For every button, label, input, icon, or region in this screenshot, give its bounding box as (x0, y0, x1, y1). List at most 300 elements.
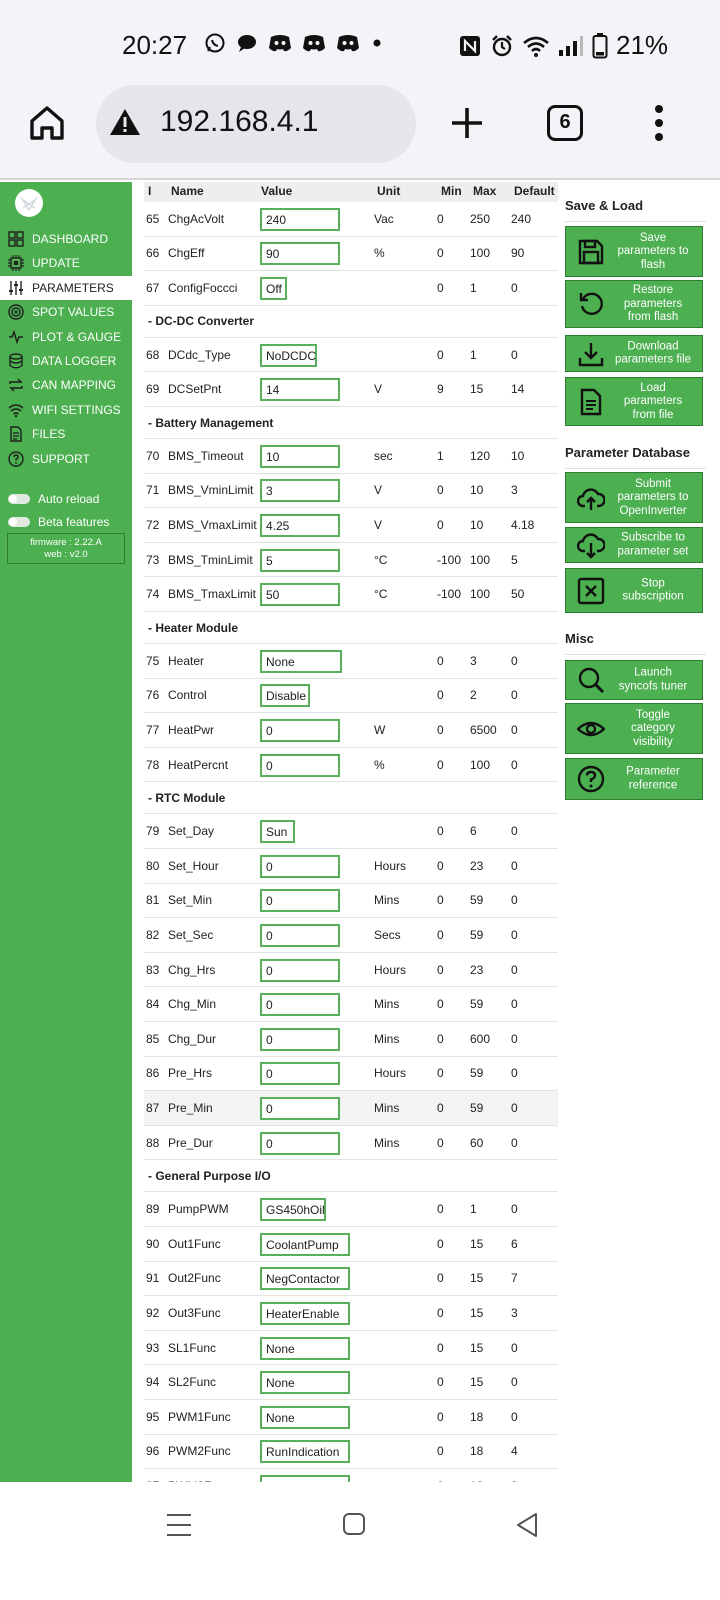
home-button-icon[interactable] (342, 1512, 366, 1536)
param-max: 6 (470, 824, 477, 839)
signal-icon (558, 35, 584, 57)
param-max: 100 (470, 587, 491, 602)
param-unit: Secs (374, 927, 401, 942)
param-name: Control (168, 688, 207, 703)
param-max: 10 (470, 483, 484, 498)
sidebar-item-dashboard[interactable] (0, 227, 132, 251)
table-row (144, 1227, 558, 1262)
param-default: 0 (511, 1409, 518, 1424)
toggle-switch[interactable] (8, 517, 30, 527)
sidebar-item-spot-values[interactable] (0, 300, 132, 324)
param-unit: Vac (374, 211, 394, 226)
param-unit: Mins (374, 1135, 400, 1150)
param-index: 80 (146, 858, 160, 873)
param-max: 120 (470, 448, 491, 463)
system-icons (458, 30, 668, 61)
param-name: Set_Min (168, 893, 213, 908)
param-value-input[interactable]: HeaterEnable (260, 1302, 350, 1325)
param-min: -100 (437, 552, 462, 567)
chip-icon (8, 255, 24, 271)
logo-icon (14, 188, 44, 218)
table-row (144, 372, 558, 407)
param-min: 0 (437, 1236, 444, 1251)
param-unit: Hours (374, 962, 407, 977)
auto-reload-toggle[interactable] (8, 492, 99, 506)
col-max: Max (473, 184, 497, 198)
beta-features-toggle[interactable] (8, 515, 109, 529)
param-default: 50 (511, 587, 525, 602)
sidebar-item-label: PARAMETERS (32, 281, 114, 295)
param-value-input[interactable]: 0 (260, 889, 340, 912)
whatsapp-icon (204, 32, 226, 54)
param-index: 89 (146, 1202, 160, 1217)
param-min: 0 (437, 1444, 444, 1459)
sidebar-item-label: PLOT & GAUGE (32, 330, 122, 344)
param-max: 15 (470, 1375, 484, 1390)
param-value-input[interactable]: 5 (260, 549, 340, 572)
param-value-input[interactable]: 50 (260, 583, 340, 606)
param-name: ChgAcVolt (168, 211, 225, 226)
param-value-input[interactable]: Disable (260, 684, 310, 707)
param-default: 6 (511, 1236, 518, 1251)
param-value-input[interactable]: 0 (260, 1062, 340, 1085)
sidebar-item-plot-gauge[interactable] (0, 325, 132, 349)
param-min: 0 (437, 722, 444, 737)
param-default: 0 (511, 757, 518, 772)
param-max: 3 (470, 653, 477, 668)
param-index: 95 (146, 1409, 160, 1424)
param-index: 67 (146, 280, 160, 295)
param-unit: °C (374, 587, 388, 602)
param-max: 1 (470, 1202, 477, 1217)
button-label: Stop subscription (622, 577, 684, 603)
param-unit: Mins (374, 1031, 400, 1046)
category-label: - RTC Module (148, 790, 226, 805)
param-value-input[interactable]: 0 (260, 754, 340, 777)
param-value-input[interactable]: Sun (260, 820, 295, 843)
param-name: PWM2Func (168, 1444, 231, 1459)
param-value-input[interactable]: None (260, 1406, 350, 1429)
recents-icon[interactable] (166, 1512, 192, 1538)
param-min: 0 (437, 1409, 444, 1424)
table-row (144, 644, 558, 679)
param-max: 100 (470, 552, 491, 567)
sidebar-item-label: FILES (32, 427, 66, 441)
status-bar (0, 0, 720, 88)
download-parameters-file-button[interactable] (565, 335, 703, 372)
category-label: - DC-DC Converter (148, 314, 255, 329)
table-row (144, 1192, 558, 1227)
param-min: 0 (437, 858, 444, 873)
panel-section-title: Misc (565, 631, 706, 655)
table-row (144, 237, 558, 272)
param-index: 93 (146, 1340, 160, 1355)
target-icon (8, 304, 24, 320)
param-value-input[interactable]: 14 (260, 378, 340, 401)
plus-icon[interactable] (450, 106, 484, 140)
database-icon (8, 353, 24, 369)
table-row (144, 202, 558, 237)
param-name: Set_Hour (168, 858, 219, 873)
param-value-input[interactable]: 90 (260, 242, 340, 265)
subscribe-to-parameter-set-button[interactable] (565, 527, 703, 563)
param-default: 4.18 (511, 517, 535, 532)
param-name: Pre_Hrs (168, 1066, 213, 1081)
toggle-switch[interactable] (8, 494, 30, 504)
param-min: 0 (437, 757, 444, 772)
param-value-input[interactable]: 10 (260, 445, 340, 468)
col-name: Name (171, 184, 204, 198)
category-header (144, 1160, 558, 1192)
param-default: 0 (511, 858, 518, 873)
param-index: 91 (146, 1271, 160, 1286)
param-index: 65 (146, 211, 160, 226)
param-default: 0 (511, 347, 518, 362)
web-version: web : v2.0 (44, 549, 88, 560)
dot-icon (370, 36, 384, 50)
param-name: Chg_Dur (168, 1031, 217, 1046)
col-value: Value (261, 184, 293, 198)
param-name: BMS_VminLimit (168, 483, 254, 498)
chat-icon (236, 32, 258, 54)
table-row (144, 1435, 558, 1470)
param-min: 0 (437, 517, 444, 532)
param-unit: °C (374, 552, 388, 567)
param-name: BMS_VmaxLimit (168, 517, 257, 532)
param-value-input[interactable]: Off (260, 277, 287, 300)
discord-icon (336, 33, 360, 53)
button-label: Load parameters from file (623, 381, 683, 421)
param-index: 77 (146, 722, 160, 737)
param-value-input[interactable]: 0 (260, 1097, 340, 1120)
param-value-input[interactable]: 0 (260, 719, 340, 742)
param-min: 0 (437, 824, 444, 839)
parameter-table (144, 182, 558, 1512)
sidebar-item-parameters[interactable] (0, 276, 132, 300)
param-name: HeatPwr (168, 722, 215, 737)
param-name: ChgEff (168, 246, 205, 261)
param-name: DCdc_Type (168, 347, 231, 362)
param-name: Out1Func (168, 1236, 221, 1251)
param-min: 0 (437, 347, 444, 362)
param-index: 76 (146, 688, 160, 703)
param-min: 0 (437, 927, 444, 942)
param-min: 1 (437, 448, 444, 463)
eye-icon (577, 715, 605, 743)
param-default: 0 (511, 1340, 518, 1355)
table-row (144, 508, 558, 543)
param-name: Pre_Dur (168, 1135, 213, 1150)
param-min: 0 (437, 997, 444, 1012)
battery-icon (592, 33, 608, 59)
param-unit: Mins (374, 893, 400, 908)
param-index: 78 (146, 757, 160, 772)
load-parameters-from-file-button[interactable] (565, 377, 703, 426)
sidebar-item-update[interactable] (0, 251, 132, 275)
param-max: 18 (470, 1444, 484, 1459)
battery-percentage: 21% (616, 30, 669, 60)
repeat-icon (8, 377, 24, 393)
param-max: 15 (470, 1305, 484, 1320)
help-icon (8, 451, 24, 467)
param-index: 84 (146, 997, 160, 1012)
param-default: 0 (511, 280, 518, 295)
nfc-icon (458, 34, 482, 58)
param-unit: V (374, 517, 383, 532)
sidebar-item-label: CAN MAPPING (32, 378, 117, 392)
button-label: Launch syncofs tuner (618, 666, 688, 692)
param-value-input[interactable]: None (260, 1337, 350, 1360)
cloud-upload-icon (577, 484, 605, 512)
param-min: 0 (437, 1202, 444, 1217)
param-default: 3 (511, 483, 518, 498)
param-value-input[interactable]: 0 (260, 959, 340, 982)
param-min: 0 (437, 1031, 444, 1046)
tabs-icon[interactable] (547, 105, 583, 141)
restore-parameters-from-flash-button[interactable] (565, 280, 703, 328)
param-value-input[interactable]: 0 (260, 855, 340, 878)
param-name: ConfigFoccci (168, 280, 238, 295)
table-row (144, 1126, 558, 1161)
file-load-icon (577, 388, 605, 416)
parameter-reference-button[interactable] (565, 758, 703, 800)
sidebar-item-label: WIFI SETTINGS (32, 403, 121, 417)
param-max: 100 (470, 757, 491, 772)
panel-section-title: Save & Load (565, 198, 706, 222)
discord-icon (302, 33, 326, 53)
param-name: PumpPWM (168, 1202, 229, 1217)
col-default: Default (514, 184, 555, 198)
table-row (144, 1057, 558, 1092)
save-parameters-to-flash-button[interactable] (565, 226, 703, 277)
param-min: 0 (437, 1066, 444, 1081)
param-default: 3 (511, 1305, 518, 1320)
param-min: 0 (437, 1271, 444, 1286)
param-unit: Mins (374, 997, 400, 1012)
param-name: Chg_Min (168, 997, 217, 1012)
table-row (144, 918, 558, 953)
sidebar-item-support[interactable] (0, 447, 132, 471)
pulse-icon (8, 329, 24, 345)
param-value-input[interactable]: 240 (260, 208, 340, 231)
param-index: 79 (146, 824, 160, 839)
button-label: Parameter reference (626, 765, 680, 791)
home-icon[interactable] (28, 104, 66, 142)
restore-icon (577, 290, 605, 318)
param-index: 92 (146, 1305, 160, 1320)
sidebar-item-can-mapping[interactable] (0, 373, 132, 397)
submit-parameters-to-openinverter-button[interactable] (565, 472, 703, 523)
param-max: 1 (470, 347, 477, 362)
param-min: 0 (437, 483, 444, 498)
param-index: 66 (146, 246, 160, 261)
param-min: 9 (437, 382, 444, 397)
param-default: 0 (511, 722, 518, 737)
param-min: 0 (437, 1305, 444, 1320)
param-value-input[interactable]: 0 (260, 924, 340, 947)
param-max: 23 (470, 858, 484, 873)
sidebar-item-wifi-settings[interactable] (0, 398, 132, 422)
param-default: 5 (511, 552, 518, 567)
param-index: 90 (146, 1236, 160, 1251)
category-header (144, 782, 558, 814)
table-row (144, 474, 558, 509)
param-max: 15 (470, 1340, 484, 1355)
param-value-input[interactable]: 0 (260, 1028, 340, 1051)
param-unit: Mins (374, 1100, 400, 1115)
table-row (144, 1262, 558, 1297)
param-unit: % (374, 246, 385, 261)
sidebar-item-label: DASHBOARD (32, 232, 109, 246)
grid-icon (8, 231, 24, 247)
button-label: Subscribe to parameter set (617, 531, 689, 557)
param-value-input[interactable]: None (260, 1371, 350, 1394)
param-index: 94 (146, 1375, 160, 1390)
param-name: Chg_Hrs (168, 962, 216, 977)
param-index: 85 (146, 1031, 160, 1046)
param-value-input[interactable]: 4.25 (260, 514, 340, 537)
more-icon[interactable] (652, 104, 666, 142)
param-index: 88 (146, 1135, 160, 1150)
param-unit: Hours (374, 858, 407, 873)
category-label: - Battery Management (148, 415, 274, 430)
button-label: Submit parameters to OpenInverter (617, 477, 689, 517)
table-row (144, 543, 558, 578)
sidebar-item-files[interactable] (0, 422, 132, 446)
wifi-icon (8, 402, 24, 418)
param-index: 75 (146, 653, 160, 668)
param-min: 0 (437, 1375, 444, 1390)
param-max: 250 (470, 211, 491, 226)
col-index: I (148, 184, 152, 198)
firmware-version: firmware : 2.22.A (30, 537, 102, 548)
param-max: 18 (470, 1409, 484, 1424)
stop-subscription-button[interactable] (565, 568, 703, 613)
param-unit: V (374, 483, 383, 498)
table-row (144, 1022, 558, 1057)
param-value-input[interactable]: 0 (260, 993, 340, 1016)
param-index: 68 (146, 347, 160, 362)
param-name: SL2Func (168, 1375, 217, 1390)
auto-reload-label: Auto reload (38, 492, 100, 506)
button-label: Restore parameters from flash (623, 283, 683, 323)
param-value-input[interactable]: NoDCDC (260, 344, 317, 367)
param-max: 23 (470, 962, 484, 977)
param-name: Set_Sec (168, 927, 214, 942)
param-max: 60 (470, 1135, 484, 1150)
param-value-input[interactable]: 3 (260, 479, 340, 502)
param-value-input[interactable]: CoolantPump (260, 1233, 350, 1256)
table-row (144, 679, 558, 714)
param-value-input[interactable]: None (260, 650, 342, 673)
table-header (144, 182, 558, 202)
param-default: 4 (511, 1444, 518, 1459)
param-max: 10 (470, 517, 484, 532)
sidebar-item-label: UPDATE (32, 256, 80, 270)
param-max: 15 (470, 1236, 484, 1251)
col-min: Min (441, 184, 462, 198)
param-index: 86 (146, 1066, 160, 1081)
param-default: 0 (511, 997, 518, 1012)
param-default: 0 (511, 824, 518, 839)
param-default: 0 (511, 1375, 518, 1390)
file-icon (8, 426, 24, 442)
button-label: Save parameters to flash (617, 231, 689, 271)
table-row (144, 338, 558, 373)
sidebar-item-data-logger[interactable] (0, 349, 132, 373)
category-header (144, 612, 558, 644)
search-icon (577, 666, 605, 694)
param-min: 0 (437, 1100, 444, 1115)
table-row (144, 577, 558, 612)
param-index: 71 (146, 483, 160, 498)
param-unit: W (374, 722, 386, 737)
table-row (144, 271, 558, 306)
param-index: 70 (146, 448, 160, 463)
discord-icon (268, 33, 292, 53)
cloud-download-icon (577, 531, 605, 559)
table-row (144, 884, 558, 919)
beta-features-label: Beta features (38, 515, 110, 529)
table-row (144, 439, 558, 474)
param-value-input[interactable]: 0 (260, 1132, 340, 1155)
alarm-icon (490, 34, 514, 58)
param-name: Pre_Min (168, 1100, 213, 1115)
param-max: 600 (470, 1031, 491, 1046)
param-index: 69 (146, 382, 160, 397)
table-row (144, 1400, 558, 1435)
param-default: 0 (511, 1135, 518, 1150)
param-max: 59 (470, 1100, 484, 1115)
launch-syncofs-tuner-button[interactable] (565, 660, 703, 700)
table-row (144, 987, 558, 1022)
param-value-input[interactable]: RunIndication (260, 1440, 350, 1463)
param-unit: % (374, 757, 385, 772)
button-label: Download parameters file (614, 340, 692, 366)
param-unit: V (374, 382, 383, 397)
param-index: 96 (146, 1444, 160, 1459)
category-header (144, 306, 558, 338)
param-max: 15 (470, 1271, 484, 1286)
param-max: 15 (470, 382, 484, 397)
param-max: 59 (470, 893, 484, 908)
param-min: 0 (437, 893, 444, 908)
param-max: 59 (470, 927, 484, 942)
version-info (7, 533, 125, 564)
param-name: HeatPercnt (168, 757, 229, 772)
param-min: 0 (437, 211, 444, 226)
table-row (144, 1091, 558, 1126)
param-name: DCSetPnt (168, 382, 222, 397)
table-row (144, 849, 558, 884)
toggle-category-visibility-button[interactable] (565, 703, 703, 754)
param-value-input[interactable]: NegContactor (260, 1267, 350, 1290)
warning-icon[interactable] (108, 107, 142, 137)
table-row (144, 814, 558, 849)
back-icon[interactable] (515, 1512, 539, 1538)
category-header (144, 407, 558, 439)
param-max: 59 (470, 1066, 484, 1081)
param-index: 73 (146, 552, 160, 567)
table-row (144, 953, 558, 988)
param-min: 0 (437, 246, 444, 261)
param-value-input[interactable]: GS450hOil (260, 1198, 326, 1221)
param-unit: Hours (374, 1066, 407, 1081)
param-default: 0 (511, 1100, 518, 1115)
tab-count: 6 (559, 111, 571, 133)
table-row (144, 713, 558, 748)
url-text[interactable]: 192.168.4.1 (160, 105, 319, 138)
